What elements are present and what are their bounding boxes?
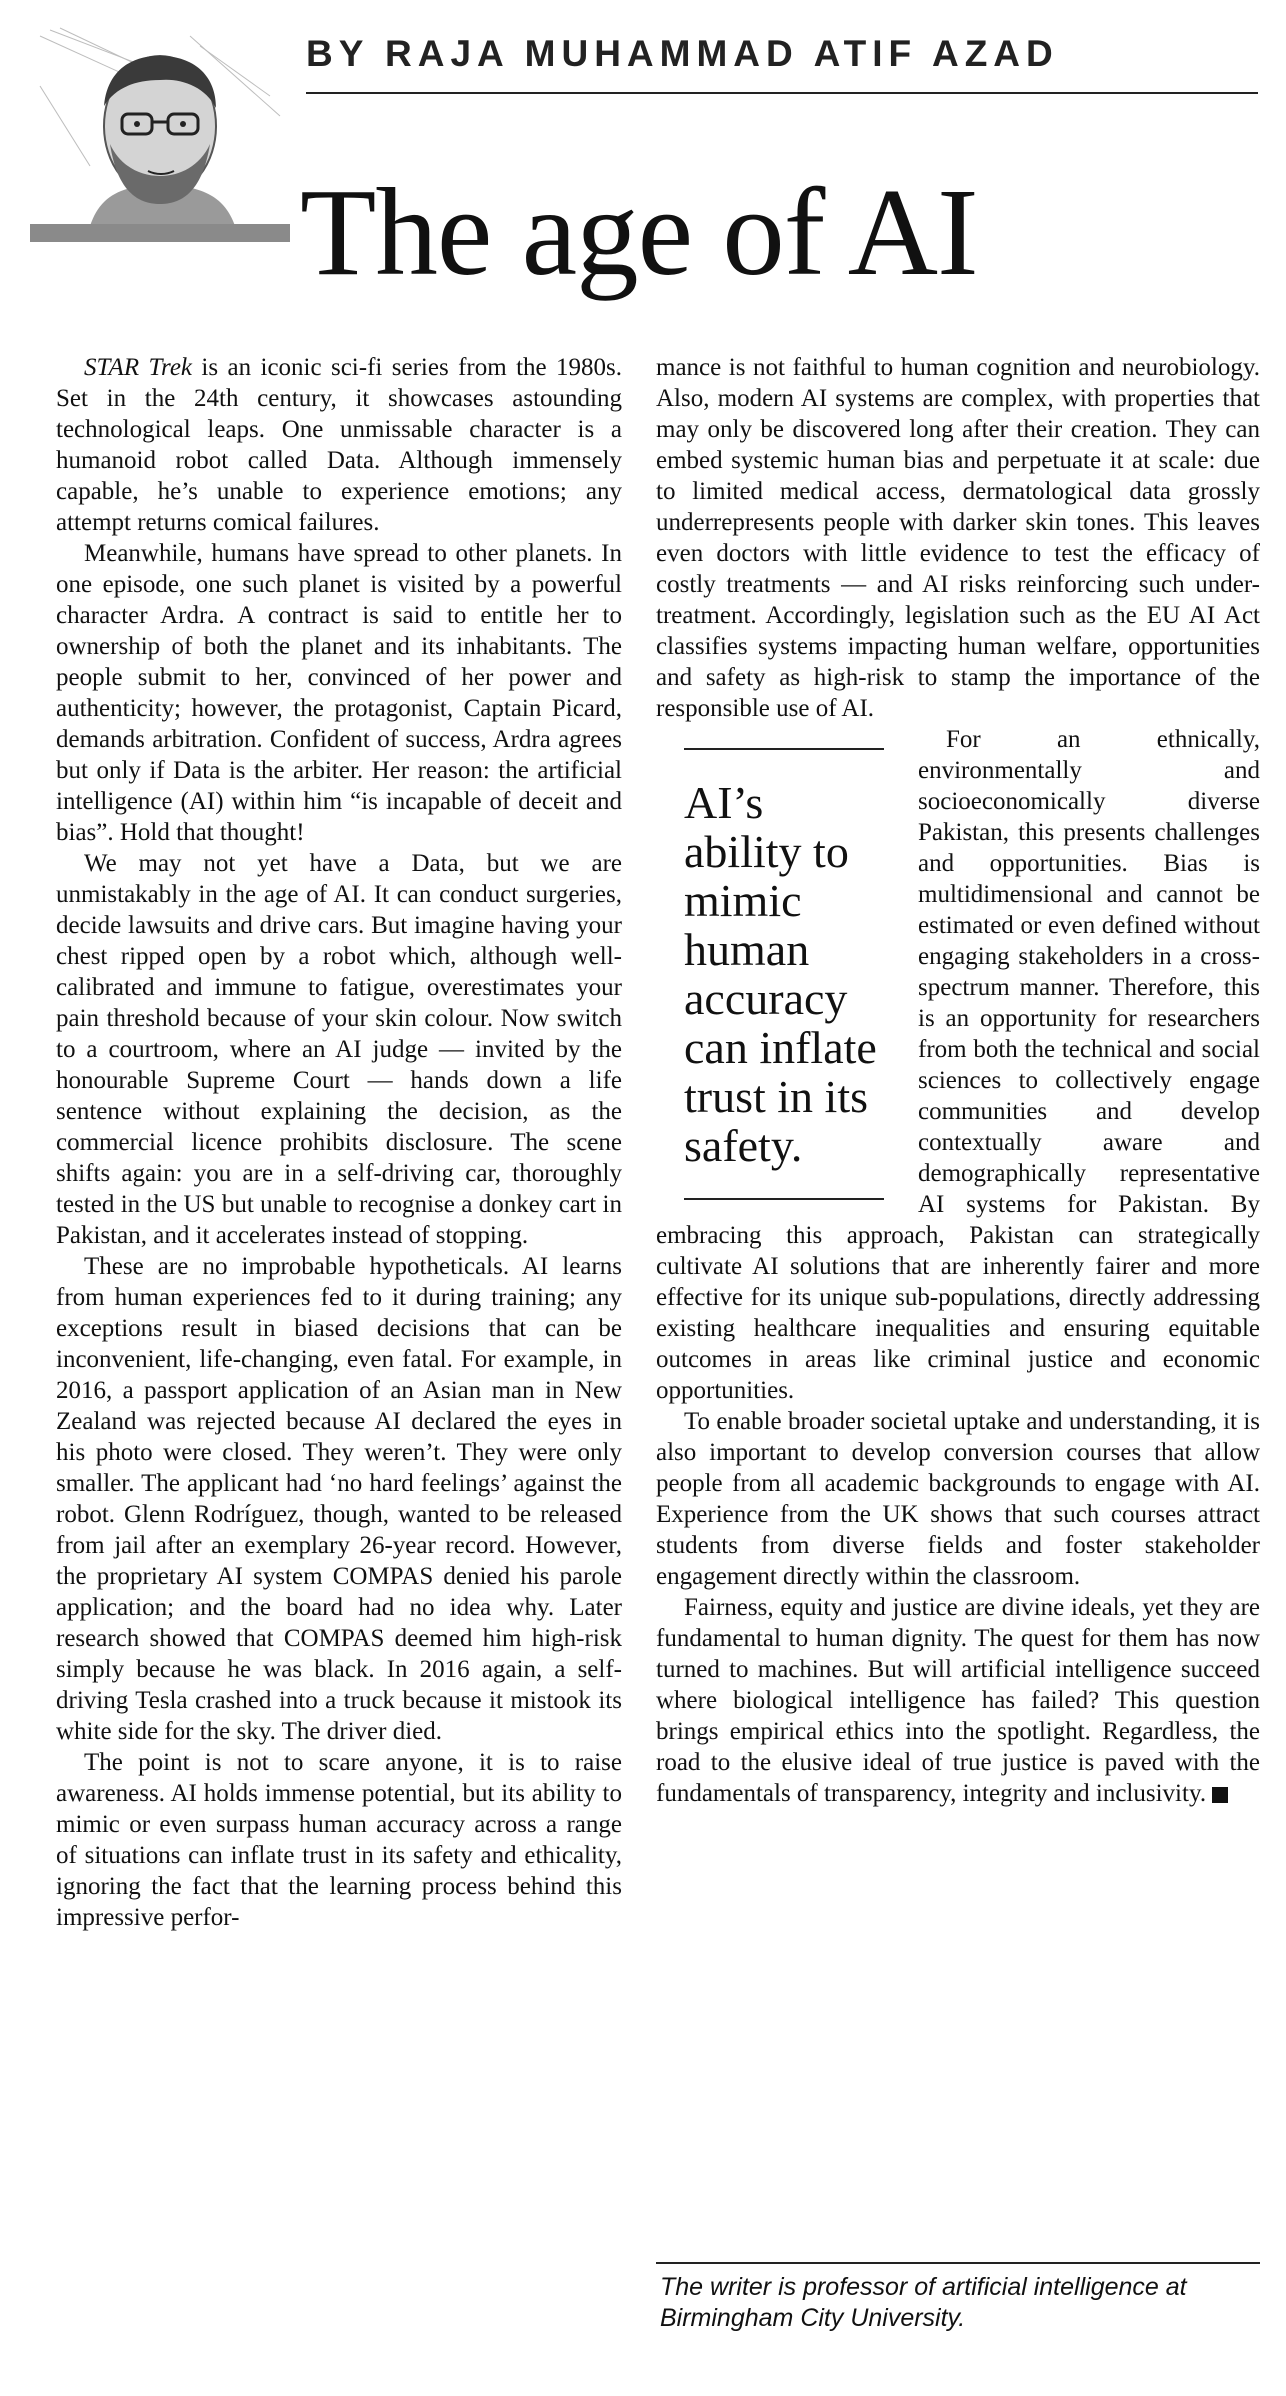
pull-quote <box>656 748 886 1200</box>
paragraph: The point is not to scare anyone, it is to raise awareness. AI holds immense potential, but its ability to mimic or even surpass human accuracy across a range of situations can inflate trust in its safety and ethicality, ignoring the fact that the learning process behind this impressive perfor- <box>56 1749 622 1931</box>
author-footnote: The writer is professor of artificial intelligence at Birmingham City University. <box>660 2273 1187 2332</box>
paragraph-text: Fairness, equity and justice are divine ideals, yet they are fundamental to human dignity. The quest for them has now turned to machines. But will artificial intelligence succeed where biological intelligence has failed? This question brings empirical ethics into the spotlight. Regardless, the road to the elusive ideal of true justice is paved with the fundamentals of transparency, integrity and inclusivity. <box>656 1594 1260 1807</box>
paragraph: Meanwhile, humans have spread to other planets. In one episode, one such planet is visited by a powerful character Ardra. A contract is said to entitle her to ownership of both the planet and its inhabitants. The people submit to her, convinced of her power and authenticity; however, the protagonist, Captain Picard, demands arbitration. Confident of success, Ardra agrees but only if Data is the arbiter. Her reason: the artificial intelligence (AI) within him “is incapable of deceit and bias”. Hold that thought! <box>56 540 622 846</box>
paragraph: These are no improbable hypotheticals. AI learns from human experiences fed to it during training; any exceptions result in biased decisions that can be inconvenient, life-changing, even fatal. For example, in 2016, a passport application of an Asian man in New Zealand was rejected because AI declared the eyes in his photo were closed. They weren’t. They were only smaller. The applicant had ‘no hard feelings’ against the robot. Glenn Rodríguez, though, wanted to be released from jail after an exemplary 26-year record. However, the proprietary AI system COMPAS denied his parole application; and the board had no idea why. Later research showed that COMPAS deemed him high-risk simply because he was black. In 2016 again, a self-driving Tesla crashed into a truck because it mistook its white side for the sky. The driver died. <box>56 1253 622 1745</box>
byline: BY RAJA MUHAMMAD ATIF AZAD <box>306 33 1059 74</box>
paragraph: To enable broader societal uptake and understanding, it is also important to develop conversion courses that allow people from all academic backgrounds to engage with AI. Experience from the UK shows that such courses attract students from diverse fields and foster stakeholder engagement directly within the classroom. <box>656 1408 1260 1590</box>
show-title: STAR Trek <box>84 354 193 381</box>
portrait-bar <box>30 224 290 242</box>
paragraph-text: is an iconic sci-fi series from the 1980s. Set in the 24th century, it showcases astounding technological leaps. One unmissable character is a humanoid robot called Data. Although immensely capable, he’s unable to experience emotions; any attempt returns comical failures. <box>56 354 622 536</box>
paragraph: mance is not faithful to human cognition and neurobiology. Also, modern AI systems are complex, with properties that may only be discovered long after their creation. They can embed systemic human bias and perpetuate it at scale: due to limited medical access, dermatological data grossly underrepresents people with darker skin tones. This leaves even doctors with little evidence to test the efficacy of costly treatments — and AI risks reinforcing such under-treatment. Accordingly, legislation such as the EU AI Act classifies systems impacting human welfare, opportunities and safety as high-risk to stamp the importance of the responsible use of AI. <box>656 354 1260 722</box>
paragraph <box>656 1592 1260 1809</box>
left-column <box>56 352 622 2378</box>
paragraph: We may not yet have a Data, but we are unmistakably in the age of AI. It can conduct surgeries, decide lawsuits and drive cars. But imagine having your chest ripped open by a robot which, although well-calibrated and immune to fatigue, overestimates your pain threshold because of your skin colour. Now switch to a courtroom, where an AI judge — invited by the honourable Supreme Court — hands down a life sentence without explaining the decision, as the commercial licence prohibits disclosure. The scene shifts again: you are in a self-driving car, thoroughly tested in the US but unable to recognise a donkey cart in Pakistan, and it accelerates instead of stopping. <box>56 850 622 1249</box>
article-title: The age of AI <box>300 164 978 302</box>
pull-quote-text: AI’s ability to mimic human accuracy can inflate trust in its safety. <box>684 777 877 1171</box>
right-column <box>656 352 1260 2246</box>
footnote-rule <box>656 2262 1260 2264</box>
end-mark-icon <box>1212 1787 1228 1803</box>
byline-rule <box>306 92 1258 94</box>
paragraph <box>56 352 622 538</box>
pull-quote-rule-bottom <box>684 1198 884 1200</box>
author-portrait <box>30 26 290 226</box>
paragraph: For an ethnically, environmentally and socioeconomically diverse Pakistan, this presents challenges and opportunities. Bias is multidimensional and cannot be estimated or even defined without engaging stakeholders in a cross-spectrum manner. Therefore, this is an opportunity for researchers from both the technical and social sciences to collectively engage communities and develop contextually aware and demographically representative AI systems for Pakistan. By embracing this approach, Pakistan can strategically cultivate AI solutions that are inherently fairer and more effective for its unique sub-populations, directly addressing existing healthcare inequalities and ensuring equitable outcomes in areas like criminal justice and economic opportunities. <box>656 726 1260 1404</box>
